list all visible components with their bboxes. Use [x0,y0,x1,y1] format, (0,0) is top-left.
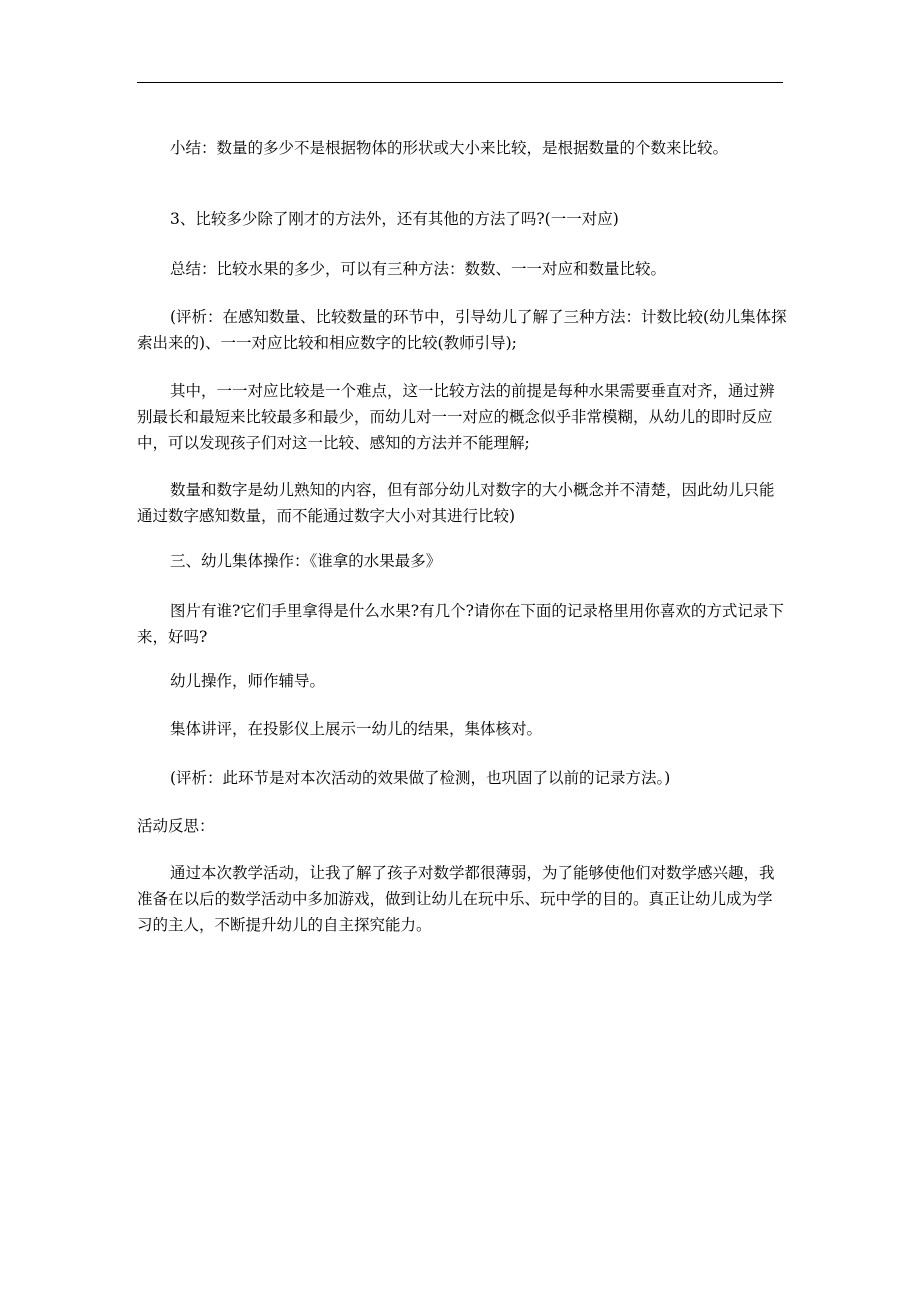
section-heading-3: 三、幼儿集体操作：《谁拿的水果最多》 [170,552,442,570]
review-paragraph: 集体讲评，在投影仪上展示一幼儿的结果，集体核对。 [170,720,543,738]
reflection-paragraph: 通过本次教学活动，让我了解了孩子对数学都很薄弱，为了能够使他们对数学感兴趣，我准备在以后的数学活动中多加游戏，做到让幼儿在玩中乐、玩中学的目的。真正让幼儿成为学习的主人，不断提升幼儿的自主探究能力。 [137,864,775,934]
conclusion-paragraph: 总结：比较水果的多少，可以有三种方法：数数、一一对应和数量比较。 [170,260,667,278]
difficulty-paragraph: 其中，一一对应比较是一个难点，这一比较方法的前提是每种水果需要垂直对齐，通过辨别最长和最短来比较最多和最少，而幼儿对一一对应的概念似乎非常模糊，从幼儿的即时反应中，可以发现孩子们对这一比较、感知的方法并不能理解; [137,382,775,452]
reflection-heading: 活动反思： [137,817,215,835]
question-paragraph: 3、比较多少除了刚才的方法外，还有其他的方法了吗?(一一对应) [170,210,619,228]
evaluation-paragraph-2: (评析：此环节是对本次活动的效果做了检测，也巩固了以前的记录方法。) [170,769,671,787]
numbers-paragraph: 数量和数字是幼儿熟知的内容，但有部分幼儿对数字的大小概念并不清楚，因此幼儿只能通过数字感知数量，而不能通过数字大小对其进行比较) [137,481,775,525]
evaluation-paragraph-1: (评析：在感知数量、比较数量的环节中，引导幼儿了解了三种方法：计数比较(幼儿集体探索出来的)、一一对应比较和相应数字的比较(教师引导); [137,308,787,352]
activity-question-paragraph: 图片有谁?它们手里拿得是什么水果?有几个?请你在下面的记录格里用你喜欢的方式记录下来，好吗? [137,602,784,646]
operation-paragraph: 幼儿操作，师作辅导。 [170,672,326,690]
summary-paragraph: 小结：数量的多少不是根据物体的形状或大小来比较，是根据数量的个数来比较。 [170,139,729,157]
header-rule [137,82,783,83]
